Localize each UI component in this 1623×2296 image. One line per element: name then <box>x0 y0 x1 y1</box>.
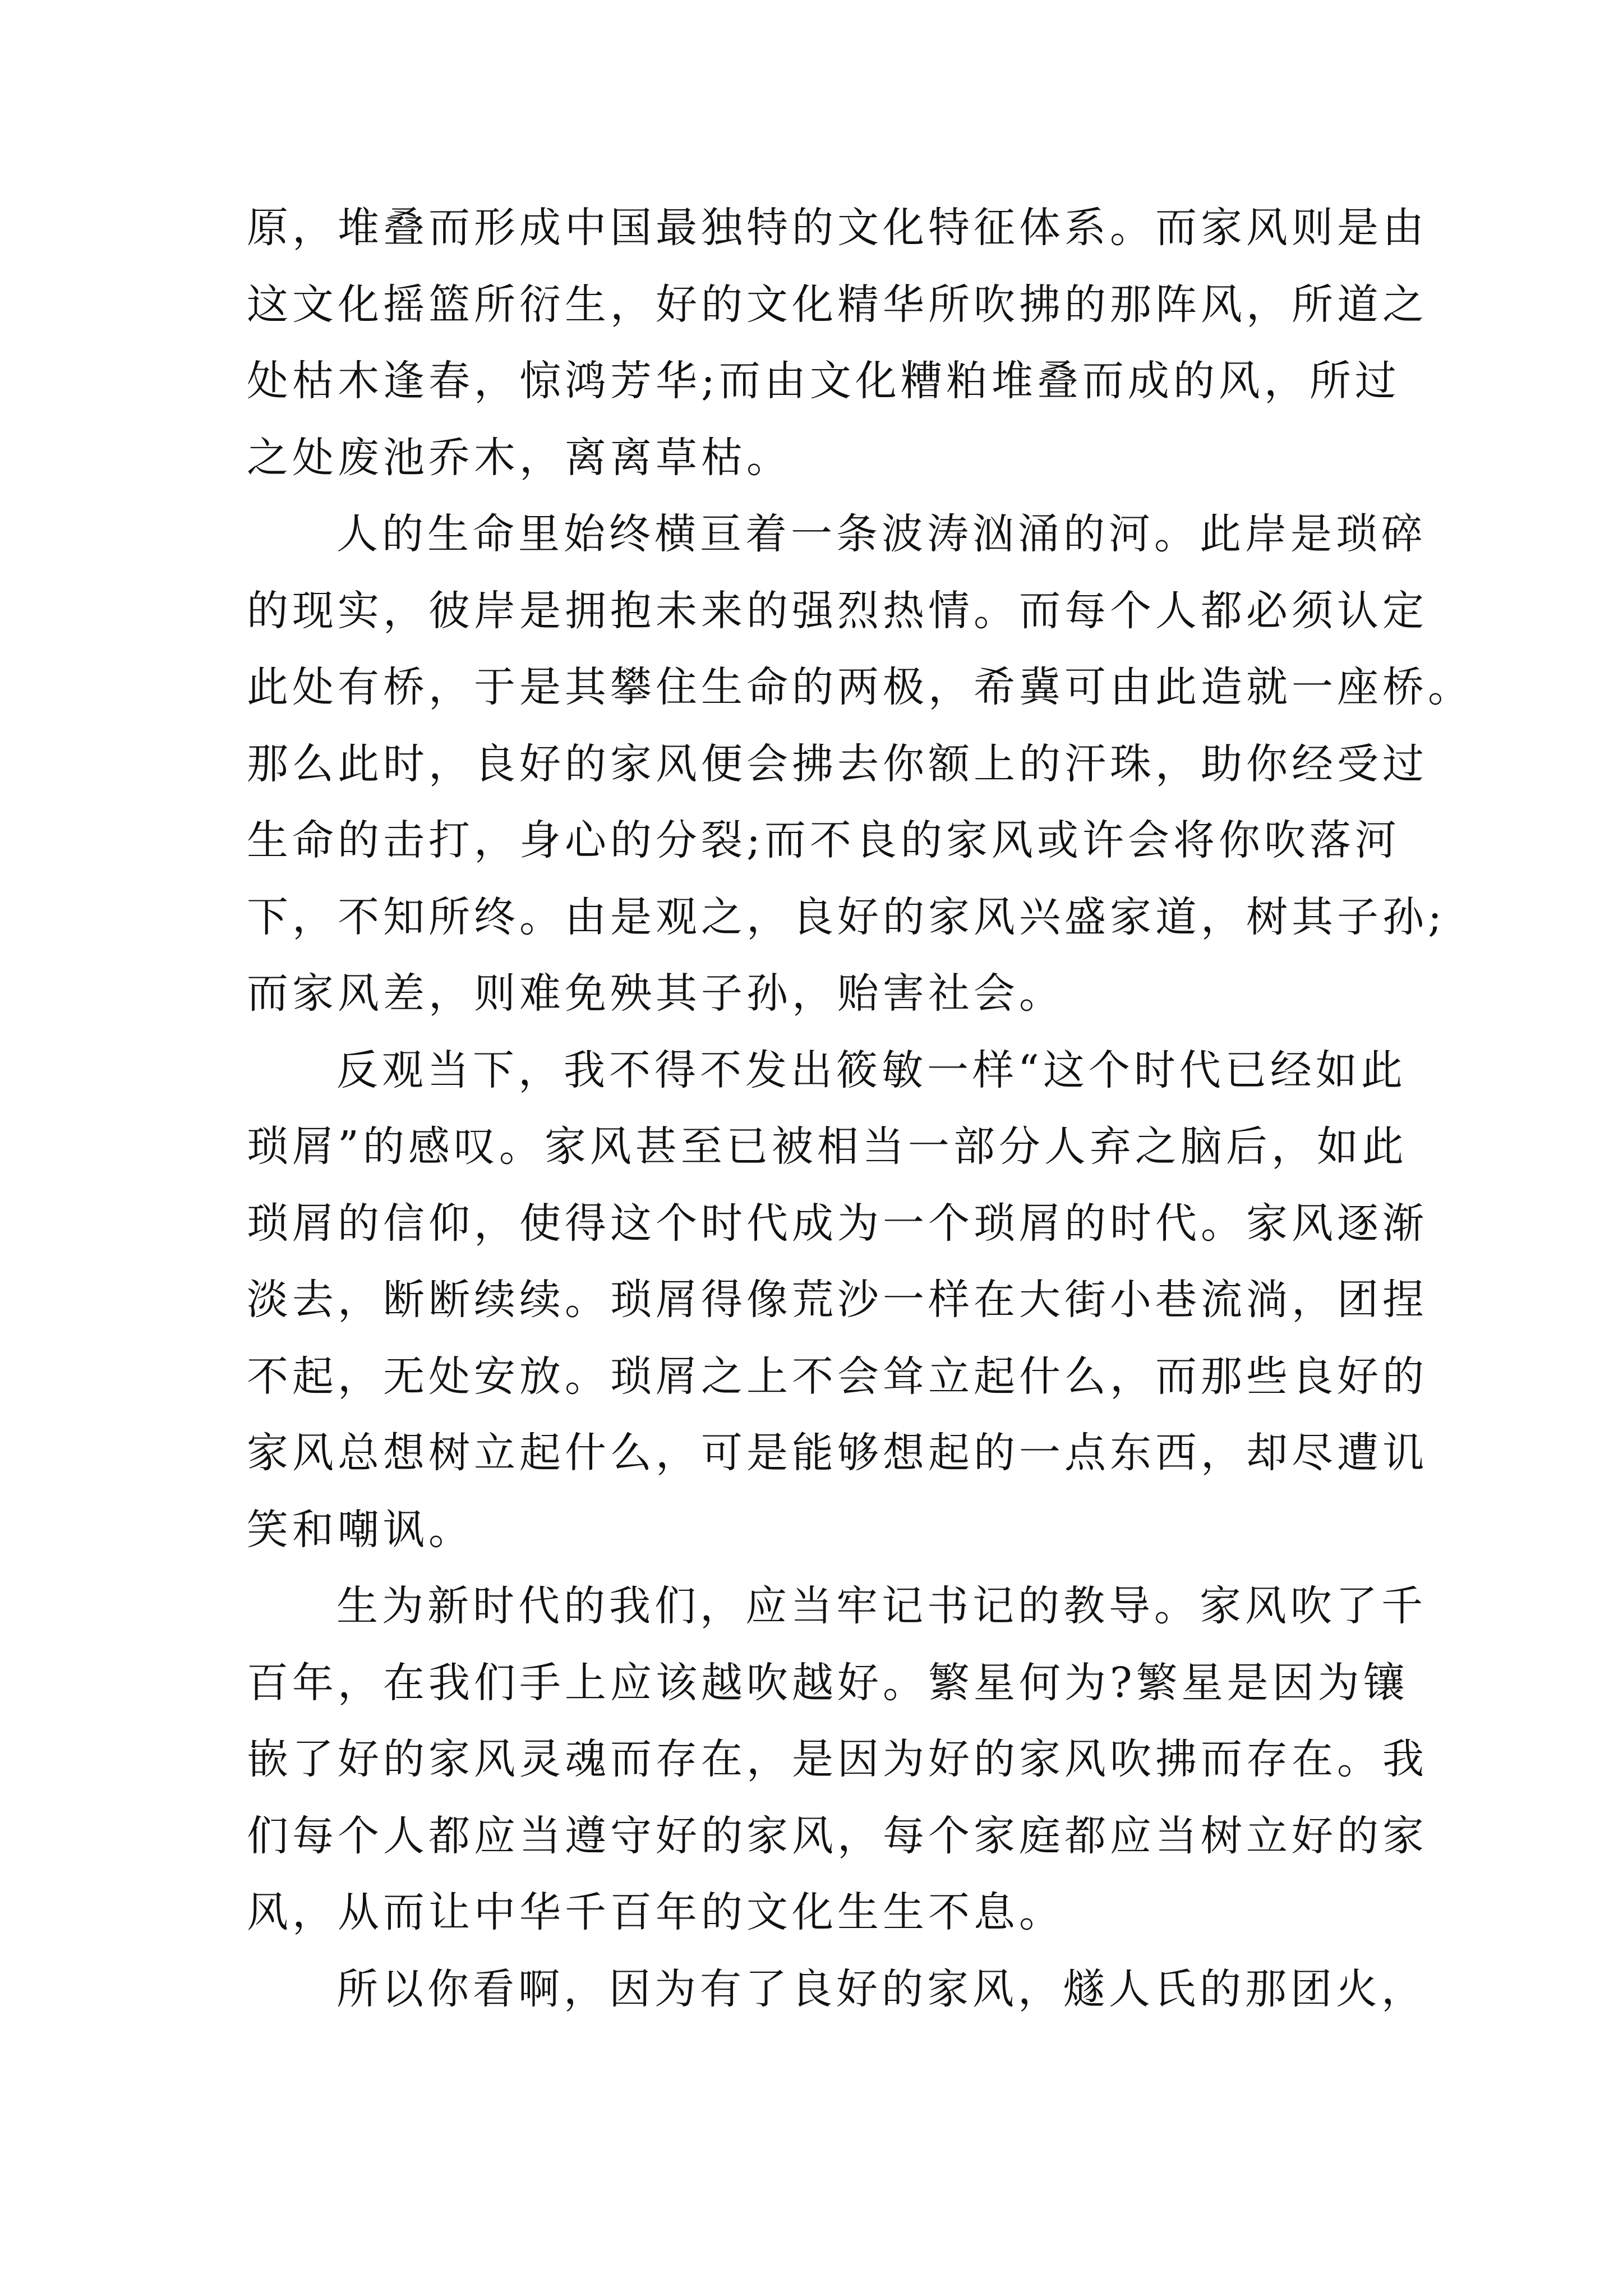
text-line: 笑和嘲讽。 <box>247 1505 474 1554</box>
text-line: 风，从而让中华千百年的文化生生不息。 <box>247 1888 1064 1936</box>
paragraph-start-line: 反观当下，我不得不发出筱敏一样“这个时代已经如此 <box>336 1046 1407 1094</box>
essay-body <box>247 190 1473 2027</box>
paragraph-start-line: 所以你看啊，因为有了良好的家风，燧人氏的那团火， <box>336 1964 1427 2013</box>
text-line: 们每个人都应当遵守好的家风，每个家庭都应当树立好的家 <box>247 1811 1428 1860</box>
text-line: 琐屑”的感叹。家风甚至已被相当一部分人弃之脑后，如此 <box>247 1122 1408 1171</box>
text-line: 而家风差，则难免殃其子孙，贻害社会。 <box>247 969 1064 1018</box>
text-line: 不起，无处安放。琐屑之上不会耸立起什么，而那些良好的 <box>247 1352 1428 1401</box>
text-line: 这文化摇篮所衍生，好的文化精华所吹拂的那阵风，所道之 <box>247 280 1428 329</box>
text-line: 生命的击打，身心的分裂;而不良的家风或许会将你吹落河 <box>247 816 1400 864</box>
text-line: 嵌了好的家风灵魂而存在，是因为好的家风吹拂而存在。我 <box>247 1735 1428 1783</box>
text-line: 原，堆叠而形成中国最独特的文化特征体系。而家风则是由 <box>247 204 1428 252</box>
text-line: 下，不知所终。由是观之，良好的家风兴盛家道，树其子孙; <box>247 892 1446 941</box>
paragraph-start-line: 生为新时代的我们，应当牢记书记的教导。家风吹了千 <box>336 1582 1427 1630</box>
text-line: 处枯木逢春，惊鸿芳华;而由文化糟粕堆叠而成的风，所过 <box>247 357 1400 405</box>
text-line: 家风总想树立起什么，可是能够想起的一点东西，却尽遭讥 <box>247 1429 1428 1477</box>
text-line: 的现实，彼岸是拥抱未来的强烈热情。而每个人都必须认定 <box>247 586 1428 635</box>
text-line: 之处废池乔木，离离草枯。 <box>247 433 792 482</box>
paragraph-start-line: 人的生命里始终横亘着一条波涛汹涌的河。此岸是琐碎 <box>336 510 1427 558</box>
text-line: 琐屑的信仰，使得这个时代成为一个琐屑的时代。家风逐渐 <box>247 1199 1428 1248</box>
text-line: 百年，在我们手上应该越吹越好。繁星何为?繁星是因为镶 <box>247 1658 1409 1707</box>
text-line: 此处有桥，于是其攀住生命的两极，希冀可由此造就一座桥。 <box>247 663 1473 711</box>
text-line: 那么此时，良好的家风便会拂去你额上的汗珠，助你经受过 <box>247 739 1428 788</box>
text-line: 淡去，断断续续。琐屑得像荒沙一样在大街小巷流淌，团捏 <box>247 1276 1428 1324</box>
